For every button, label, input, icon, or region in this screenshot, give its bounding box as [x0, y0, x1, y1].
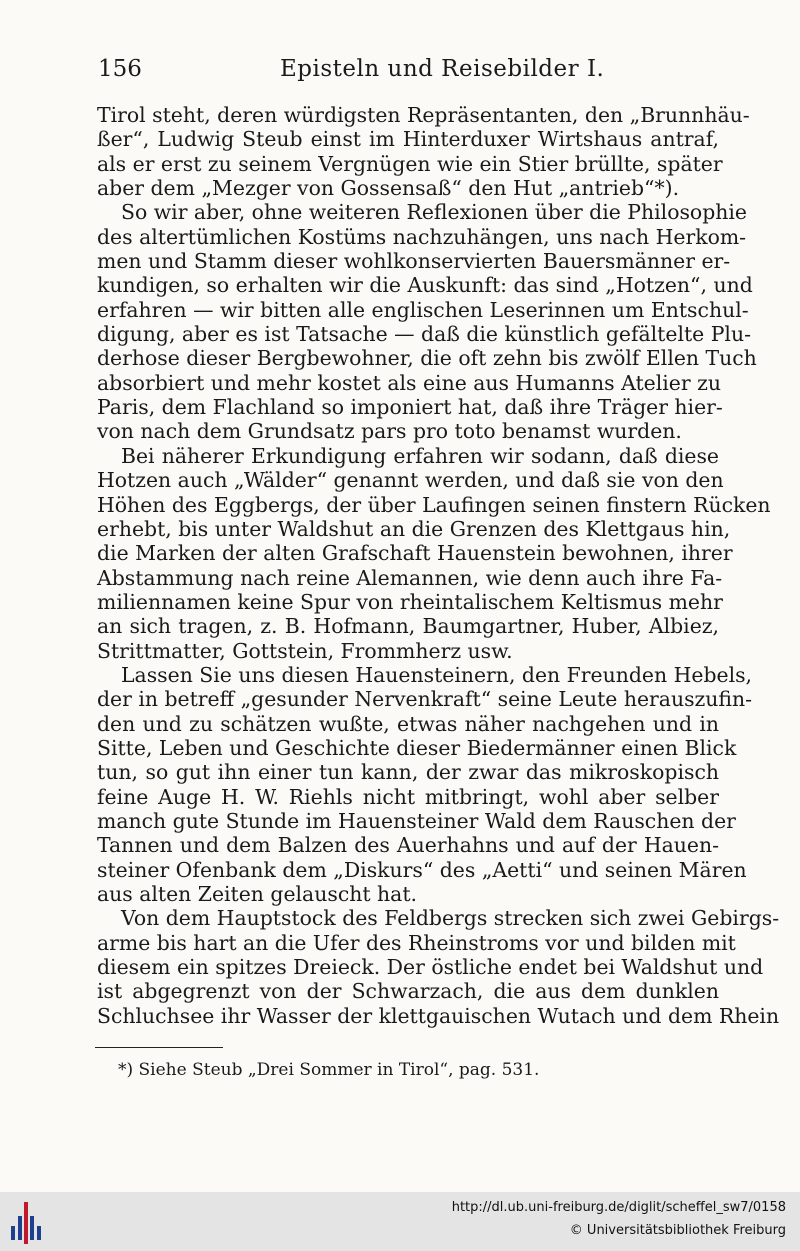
text-line: men und Stamm dieser wohlkonservierten Bauersmänner er-	[97, 249, 731, 274]
running-title: Episteln und Reisebilder I.	[280, 56, 605, 82]
text-line: So wir aber, ohne weiteren Reflexionen über die Philosophie	[121, 200, 747, 225]
footnote: *) Siehe Steub „Drei Sommer in Tirol“, pag. 531.	[118, 1060, 540, 1080]
text-line: aus alten Zeiten gelauscht hat.	[97, 882, 418, 906]
text-line: der in betreff „gesunder Nervenkraft“ seine Leute herauszufin-	[97, 687, 753, 712]
text-line: absorbiert und mehr kostet als eine aus Humanns Atelier zu	[97, 370, 721, 395]
text-line: Tirol steht, deren würdigsten Repräsentanten, den „Brunnhäu-	[97, 103, 750, 127]
text-line: derhose dieser Bergbewohner, die oft zehn bis zwölf Ellen Tuch	[97, 346, 757, 371]
text-line: Abstammung nach reine Alemannen, wie denn auch ihre Fa-	[97, 565, 723, 590]
text-line: ist abgegrenzt von der Schwarzach, die aus dem dunklen	[97, 979, 719, 1004]
text-line: digung, aber es ist Tatsache — daß die künstlich gefältelte Plu-	[97, 322, 751, 347]
text-line: Hotzen auch „Wälder“ genannt werden, und daß sie von den	[97, 468, 724, 493]
text-line: Strittmatter, Gottstein, Frommherz usw.	[97, 638, 513, 663]
text-line: arme bis hart an die Ufer des Rheinstroms vor und bilden mit	[97, 930, 736, 955]
text-line: erfahren — wir bitten alle englischen Leserinnen um Entschul-	[97, 297, 749, 322]
page-header	[96, 56, 720, 86]
ub-freiburg-logo-icon[interactable]	[8, 1196, 44, 1248]
text-line: Tannen und dem Balzen des Auerhahns und auf der Hauen-	[97, 833, 719, 858]
text-line: die Marken der alten Grafschaft Hauenstein bewohnen, ihrer	[97, 541, 733, 566]
text-line: erhebt, bis unter Waldshut an die Grenzen des Klettgaus hin,	[97, 516, 731, 541]
text-line: manch gute Stunde im Hauensteiner Wald dem Rauschen der	[97, 808, 736, 833]
text-line: steiner Ofenbank dem „Diskurs“ des „Aetti“ und seinen Mären	[97, 857, 747, 882]
text-line: miliennamen keine Spur von rheintalischem Keltismus mehr	[97, 589, 723, 614]
text-line: Bei näherer Erkundigung erfahren wir sodann, daß diese	[121, 443, 719, 468]
text-line: ßer“, Ludwig Steub einst im Hinterduxer Wirtshaus antraf,	[97, 127, 719, 152]
text-line: diesem ein spitzes Dreieck. Der östliche endet bei Waldshut und	[97, 955, 764, 980]
body-text	[97, 103, 780, 1028]
footer-bar	[0, 1192, 800, 1251]
text-line: den und zu schätzen wußte, etwas näher nachgehen und in	[97, 711, 719, 736]
text-line: Sitte, Leben und Geschichte dieser Biedermänner einen Blick	[97, 735, 737, 760]
text-line: des altertümlichen Kostüms nachzuhängen, uns nach Herkom-	[97, 224, 747, 249]
page-number: 156	[98, 56, 142, 82]
text-line: aber dem „Mezger von Gossensaß“ den Hut „antrieb“*).	[97, 176, 680, 201]
text-line: feine Auge H. W. Riehls nicht mitbringt, wohl aber selber	[97, 784, 719, 809]
text-line: an sich tragen, z. B. Hofmann, Baumgartner, Huber, Albiez,	[97, 614, 719, 639]
text-line: Lassen Sie uns diesen Hauensteinern, den Freunden Hebels,	[121, 662, 753, 687]
text-line: kundigen, so erhalten wir die Auskunft: das sind „Hotzen“, und	[97, 273, 753, 298]
permalink-url[interactable]: http://dl.ub.uni-freiburg.de/diglit/scheffel_sw7/0158	[451, 1200, 786, 1215]
text-line: Schluchsee ihr Wasser der klettgauischen Wutach und dem Rhein	[97, 1003, 780, 1028]
text-line: Von dem Hauptstock des Feldbergs strecken sich zwei Gebirgs-	[121, 906, 780, 931]
text-line: Höhen des Eggbergs, der über Laufingen seinen finstern Rücken	[97, 492, 771, 517]
footnote-rule	[95, 1047, 223, 1048]
text-line: Paris, dem Flachland so imponiert hat, daß ihre Träger hier-	[97, 395, 723, 420]
text-line: als er erst zu seinem Vergnügen wie ein Stier brüllte, später	[97, 151, 723, 176]
copyright-notice: © Universitätsbibliothek Freiburg	[569, 1223, 786, 1238]
text-line: tun, so gut ihn einer tun kann, der zwar das mikroskopisch	[97, 760, 719, 785]
text-line: von nach dem Grundsatz pars pro toto benamst wurden.	[97, 419, 682, 444]
